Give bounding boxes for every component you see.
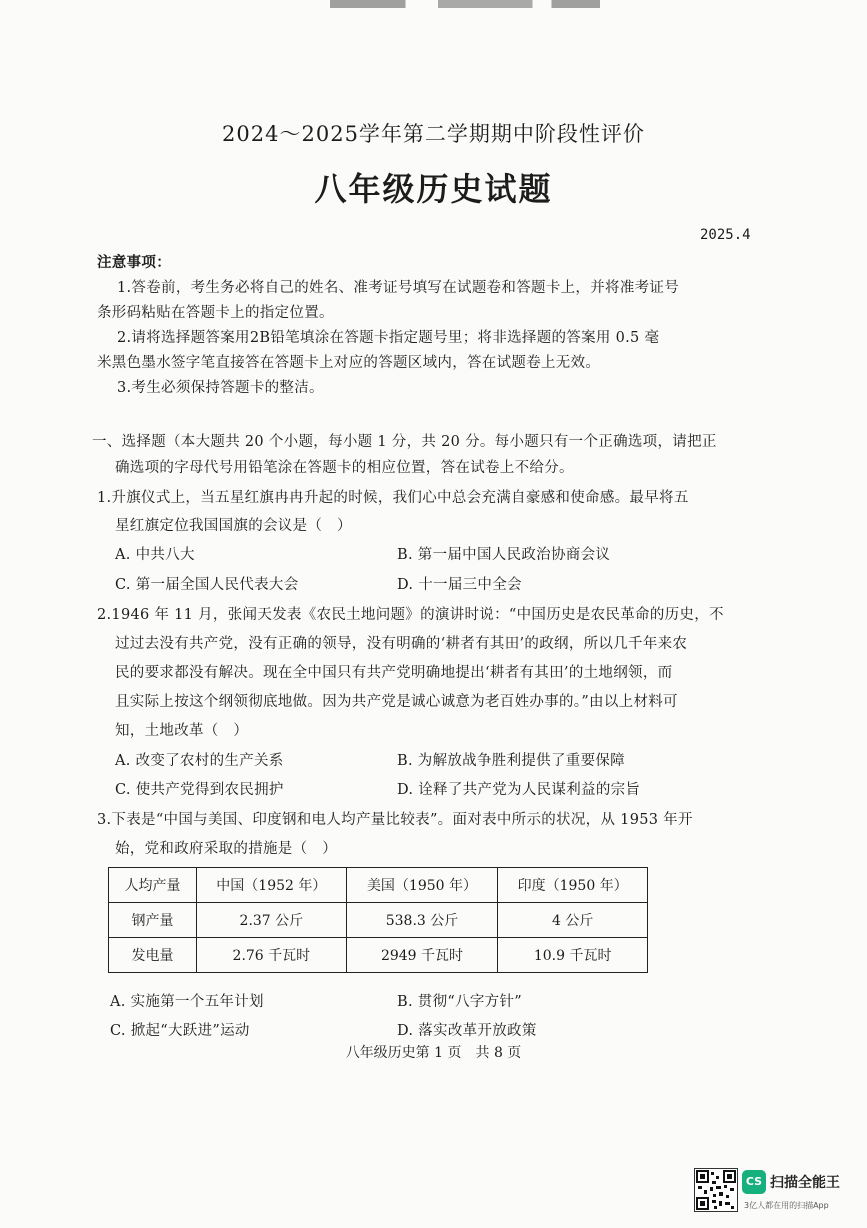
question-stem: 且实际上按这个纲领彻底地做。因为共产党是诚心诚意为老百姓办事的。”由以上材料可 bbox=[115, 694, 678, 710]
question-stem: 知，土地改革（ ） bbox=[115, 723, 249, 739]
question-stem: 3.下表是“中国与美国、印度钢和电人均产量比较表”。面对表中所示的状况，从 1953 年开 bbox=[97, 812, 693, 828]
table-row bbox=[109, 938, 648, 973]
table-cell: 2949 千瓦时 bbox=[346, 938, 498, 973]
option-d: D. 诠释了共产党为人民谋利益的宗旨 bbox=[397, 782, 641, 798]
scan-edge-artifact bbox=[330, 0, 600, 8]
section-instruction: 一、选择题（本大题共 20 个小题，每小题 1 分，共 20 分。每小题只有一个正确选项，请把正 bbox=[92, 434, 717, 450]
option-d: D. 十一届三中全会 bbox=[397, 577, 522, 593]
notes-line: 1.答卷前，考生务必将自己的姓名、准考证号填写在试题卷和答题卡上，并将准考证号 bbox=[117, 280, 680, 296]
scanner-app-name: 扫描全能王 bbox=[770, 1175, 840, 1191]
notes-line: 2.请将选择题答案用2B铅笔填涂在答题卡指定题号里；将非选择题的答案用 0.5 毫 bbox=[117, 330, 660, 346]
cs-logo-icon: CS bbox=[742, 1170, 766, 1194]
table-row bbox=[109, 903, 648, 938]
question-stem: 民的要求都没有解决。现在全中国只有共产党明确地提出‘耕者有其田’的土地纲领，而 bbox=[115, 665, 673, 681]
option-c: C. 第一届全国人民代表大会 bbox=[115, 577, 299, 593]
option-b: B. 第一届中国人民政治协商会议 bbox=[397, 547, 611, 563]
table-header-cell: 印度（1950 年） bbox=[498, 868, 648, 903]
table-header-cell: 美国（1950 年） bbox=[346, 868, 498, 903]
table-cell: 538.3 公斤 bbox=[346, 903, 498, 938]
section-instruction: 确选项的字母代号用铅笔涂在答题卡的相应位置，答在试卷上不给分。 bbox=[115, 460, 574, 476]
option-a: A. 实施第一个五年计划 bbox=[110, 994, 264, 1010]
option-b: B. 为解放战争胜利提供了重要保障 bbox=[397, 753, 625, 769]
notes-line: 3.考生必须保持答题卡的整洁。 bbox=[117, 380, 324, 396]
option-c: C. 使共产党得到农民拥护 bbox=[115, 782, 284, 798]
option-a: A. 中共八大 bbox=[115, 547, 195, 563]
notes-line: 米黑色墨水签字笔直接答在答题卡上对应的答题区域内，答在试题卷上无效。 bbox=[97, 355, 601, 371]
exam-title: 2024～2025学年第二学期期中阶段性评价 bbox=[222, 122, 645, 146]
page-footer: 八年级历史第 1 页 共 8 页 bbox=[345, 1045, 522, 1061]
notes-line: 条形码粘贴在答题卡上的指定位置。 bbox=[97, 305, 334, 321]
table-cell: 10.9 千瓦时 bbox=[498, 938, 648, 973]
option-b: B. 贯彻“八字方针” bbox=[397, 994, 522, 1010]
option-a: A. 改变了农村的生产关系 bbox=[115, 753, 284, 769]
question-stem: 过过去没有共产党，没有正确的领导，没有明确的‘耕者有其田’的政纲，所以几千年来农 bbox=[115, 636, 688, 652]
comparison-table bbox=[108, 867, 648, 973]
question-stem: 星红旗定位我国国旗的会议是（ ） bbox=[115, 518, 352, 534]
notes-heading: 注意事项： bbox=[97, 254, 171, 271]
table-cell: 发电量 bbox=[109, 938, 197, 973]
option-c: C. 掀起“大跃进”运动 bbox=[110, 1023, 250, 1039]
table-cell: 2.37 公斤 bbox=[197, 903, 347, 938]
question-stem: 2.1946 年 11 月，张闻天发表《农民土地问题》的演讲时说：“中国历史是农民革命的历史，不 bbox=[97, 607, 724, 623]
option-d: D. 落实改革开放政策 bbox=[397, 1023, 537, 1039]
qr-code-icon bbox=[694, 1168, 738, 1212]
table-cell: 4 公斤 bbox=[498, 903, 648, 938]
question-stem: 1.升旗仪式上，当五星红旗冉冉升起的时候，我们心中总会充满自豪感和使命感。最早将五 bbox=[97, 490, 689, 506]
table-header-cell: 人均产量 bbox=[109, 868, 197, 903]
exam-date: 2025.4 bbox=[700, 227, 751, 243]
scanner-app-tagline: 3亿人都在用的扫描App bbox=[744, 1201, 829, 1210]
question-stem: 始，党和政府采取的措施是（ ） bbox=[115, 841, 337, 857]
table-header-row bbox=[109, 868, 648, 903]
table-header-cell: 中国（1952 年） bbox=[197, 868, 347, 903]
exam-subtitle: 八年级历史试题 bbox=[314, 170, 553, 208]
table-cell: 2.76 千瓦时 bbox=[197, 938, 347, 973]
table-cell: 钢产量 bbox=[109, 903, 197, 938]
